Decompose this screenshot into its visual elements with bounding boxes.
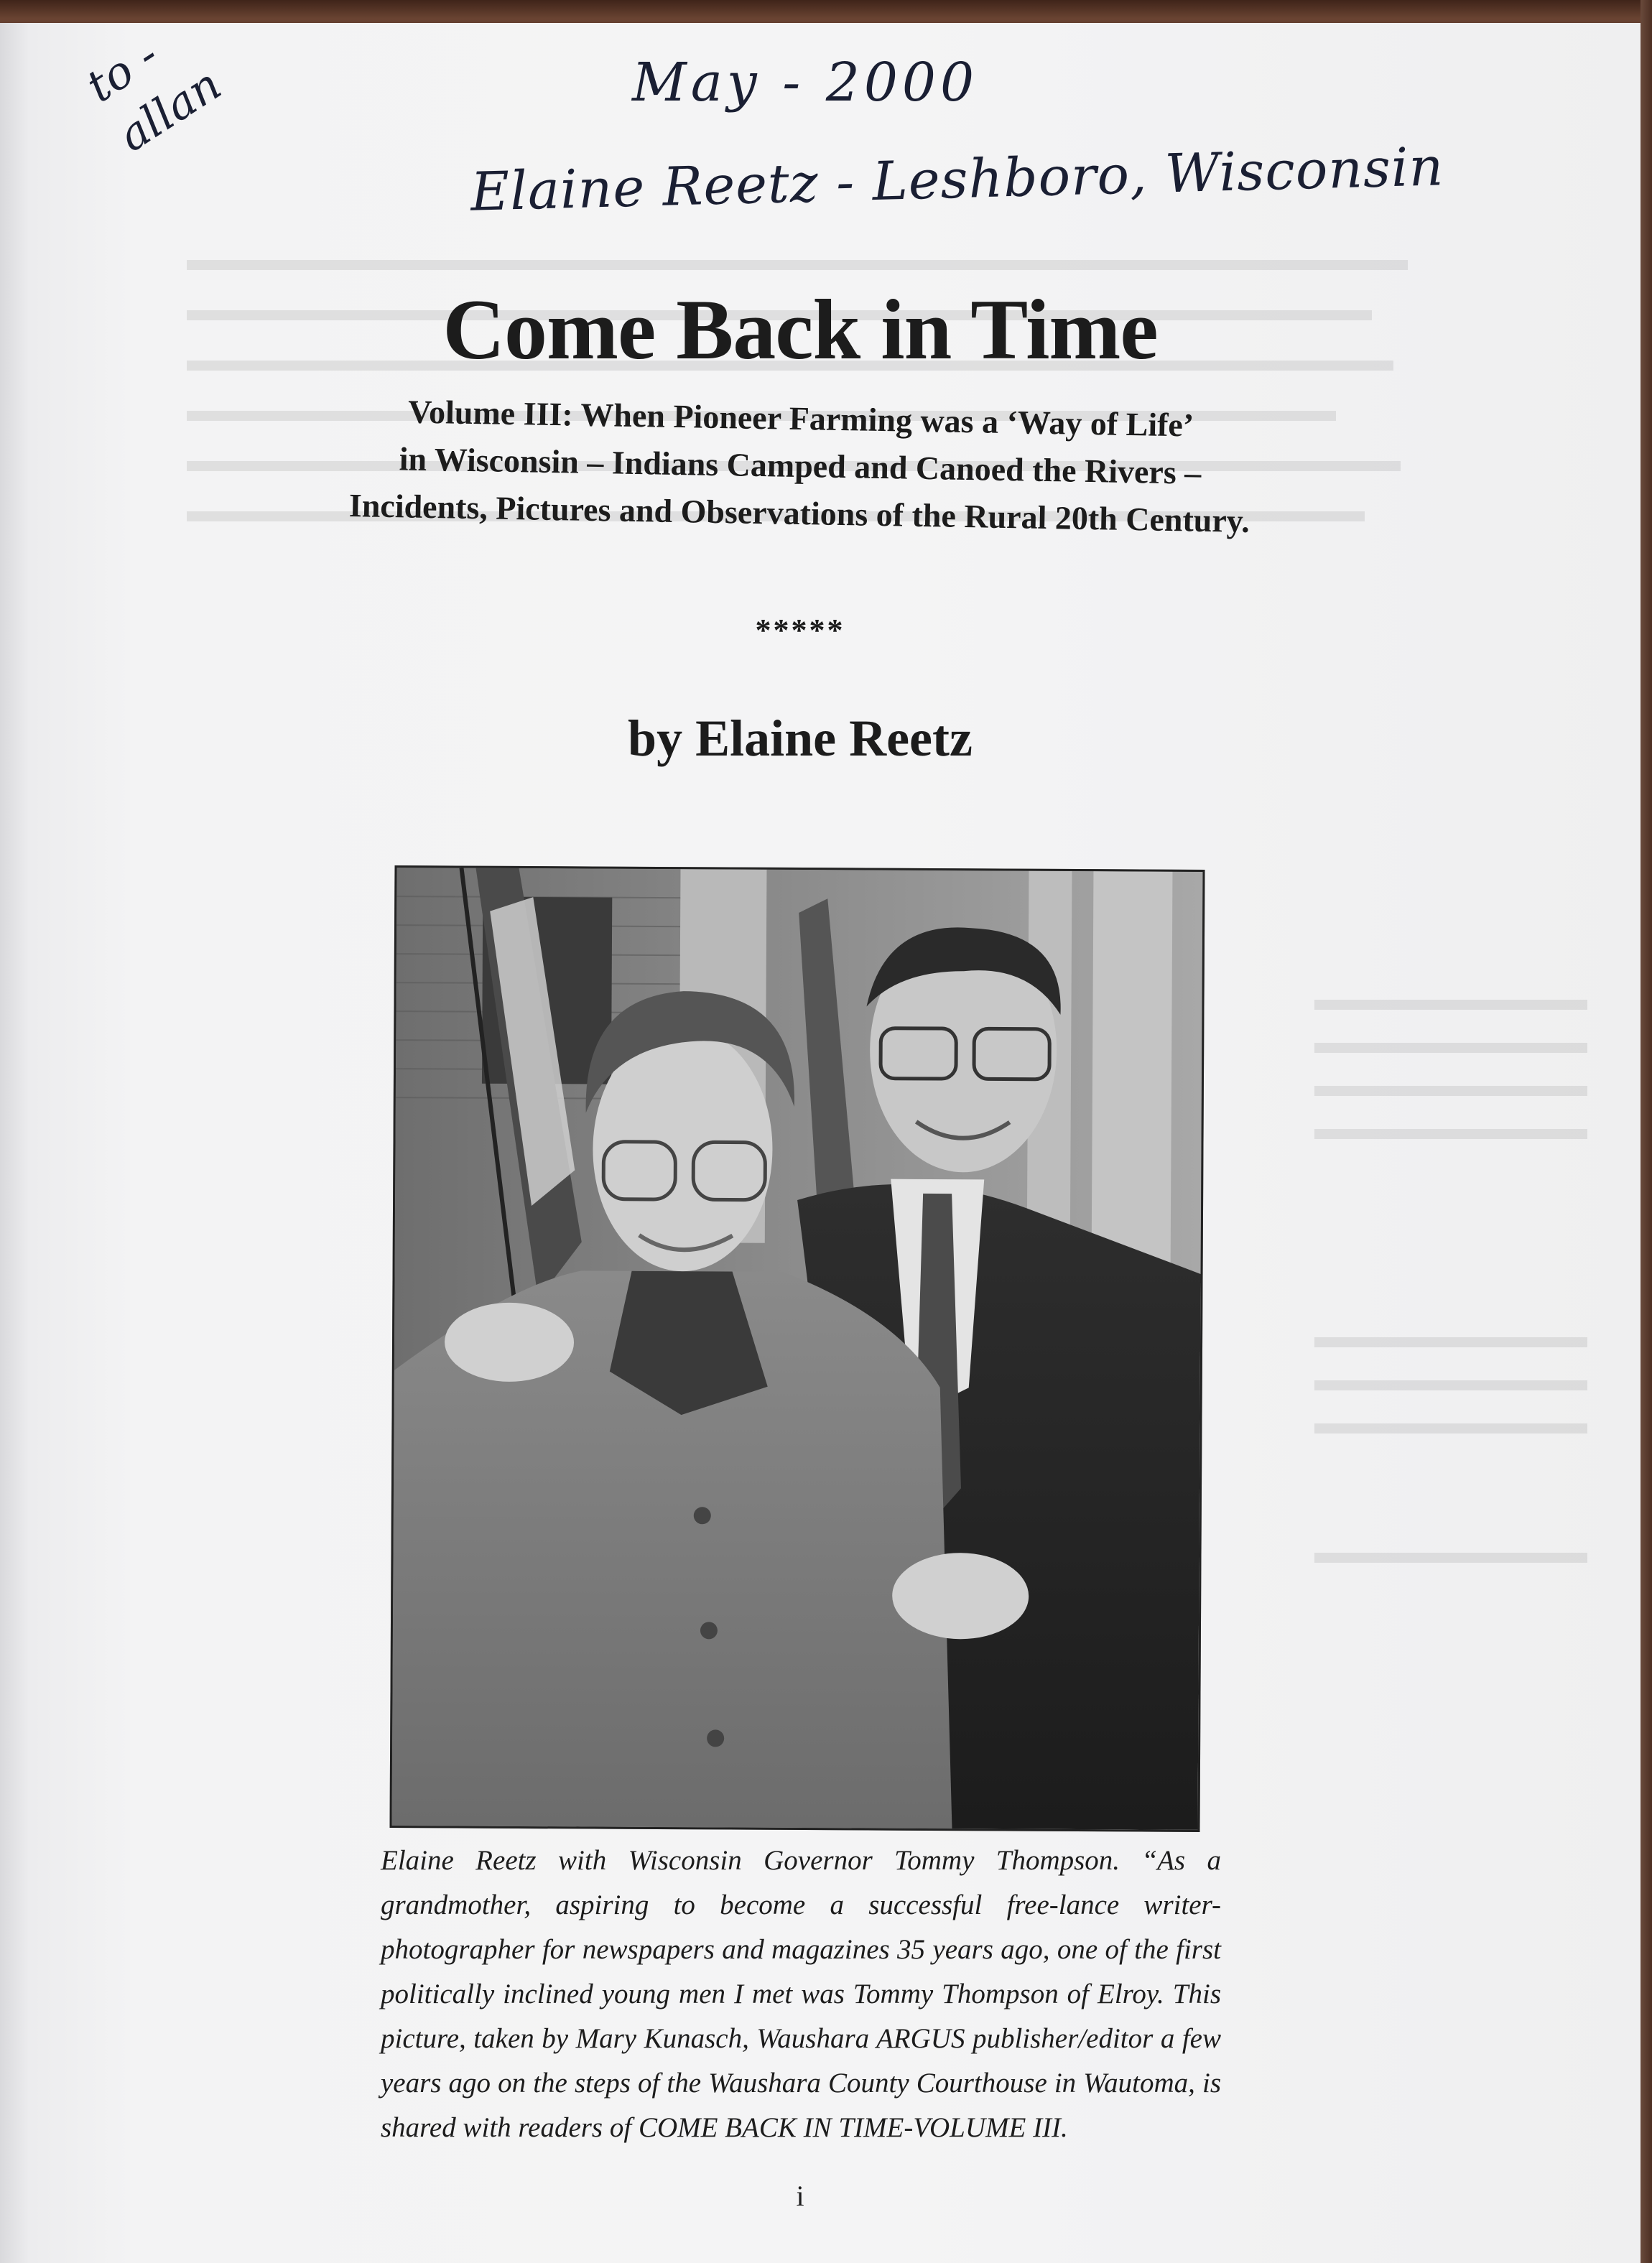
- page-number: i: [796, 2180, 804, 2212]
- photo-caption: Elaine Reetz with Wisconsin Governor Tommy Thompson. “As a grandmother, aspiring to become a successful free-lance writer-photographer for newspapers and magazines 35 years ago, one of the first politically inclined young men I met was Tommy Thompson of Elroy. This picture, taken by Mary Kunasch, Waushara ARGUS publisher/editor a few years ago on the steps of the Waushara County Courthouse in Wautoma, is shared with readers of COME BACK IN TIME-VOLUME III.: [381, 1845, 1221, 2143]
- subtitle-line: Incidents, Pictures and Observations of the Rural 20th Century.: [348, 487, 1250, 539]
- wood-table-right: [1641, 0, 1652, 2263]
- book-title: Come Back in Time: [442, 282, 1158, 377]
- book-page: [0, 23, 1641, 2263]
- handwritten-date: May - 2000: [632, 52, 979, 113]
- handwritten-signature: Elaine Reetz - Leshboro, Wisconsin: [470, 136, 1445, 223]
- handwritten-dedication: to - allan: [77, 28, 231, 162]
- author-photo: [389, 865, 1205, 1832]
- book-subtitle: [214, 385, 1386, 547]
- author-byline: by Elaine Reetz: [628, 710, 973, 767]
- subtitle-line: Volume III: When Pioneer Farming was a ‘Way of Life’: [407, 393, 1194, 444]
- photo-illustration: [392, 868, 1203, 1830]
- subtitle-line: in Wisconsin – Indians Camped and Canoed the Rivers –: [399, 440, 1202, 491]
- separator-stars: *****: [755, 613, 845, 648]
